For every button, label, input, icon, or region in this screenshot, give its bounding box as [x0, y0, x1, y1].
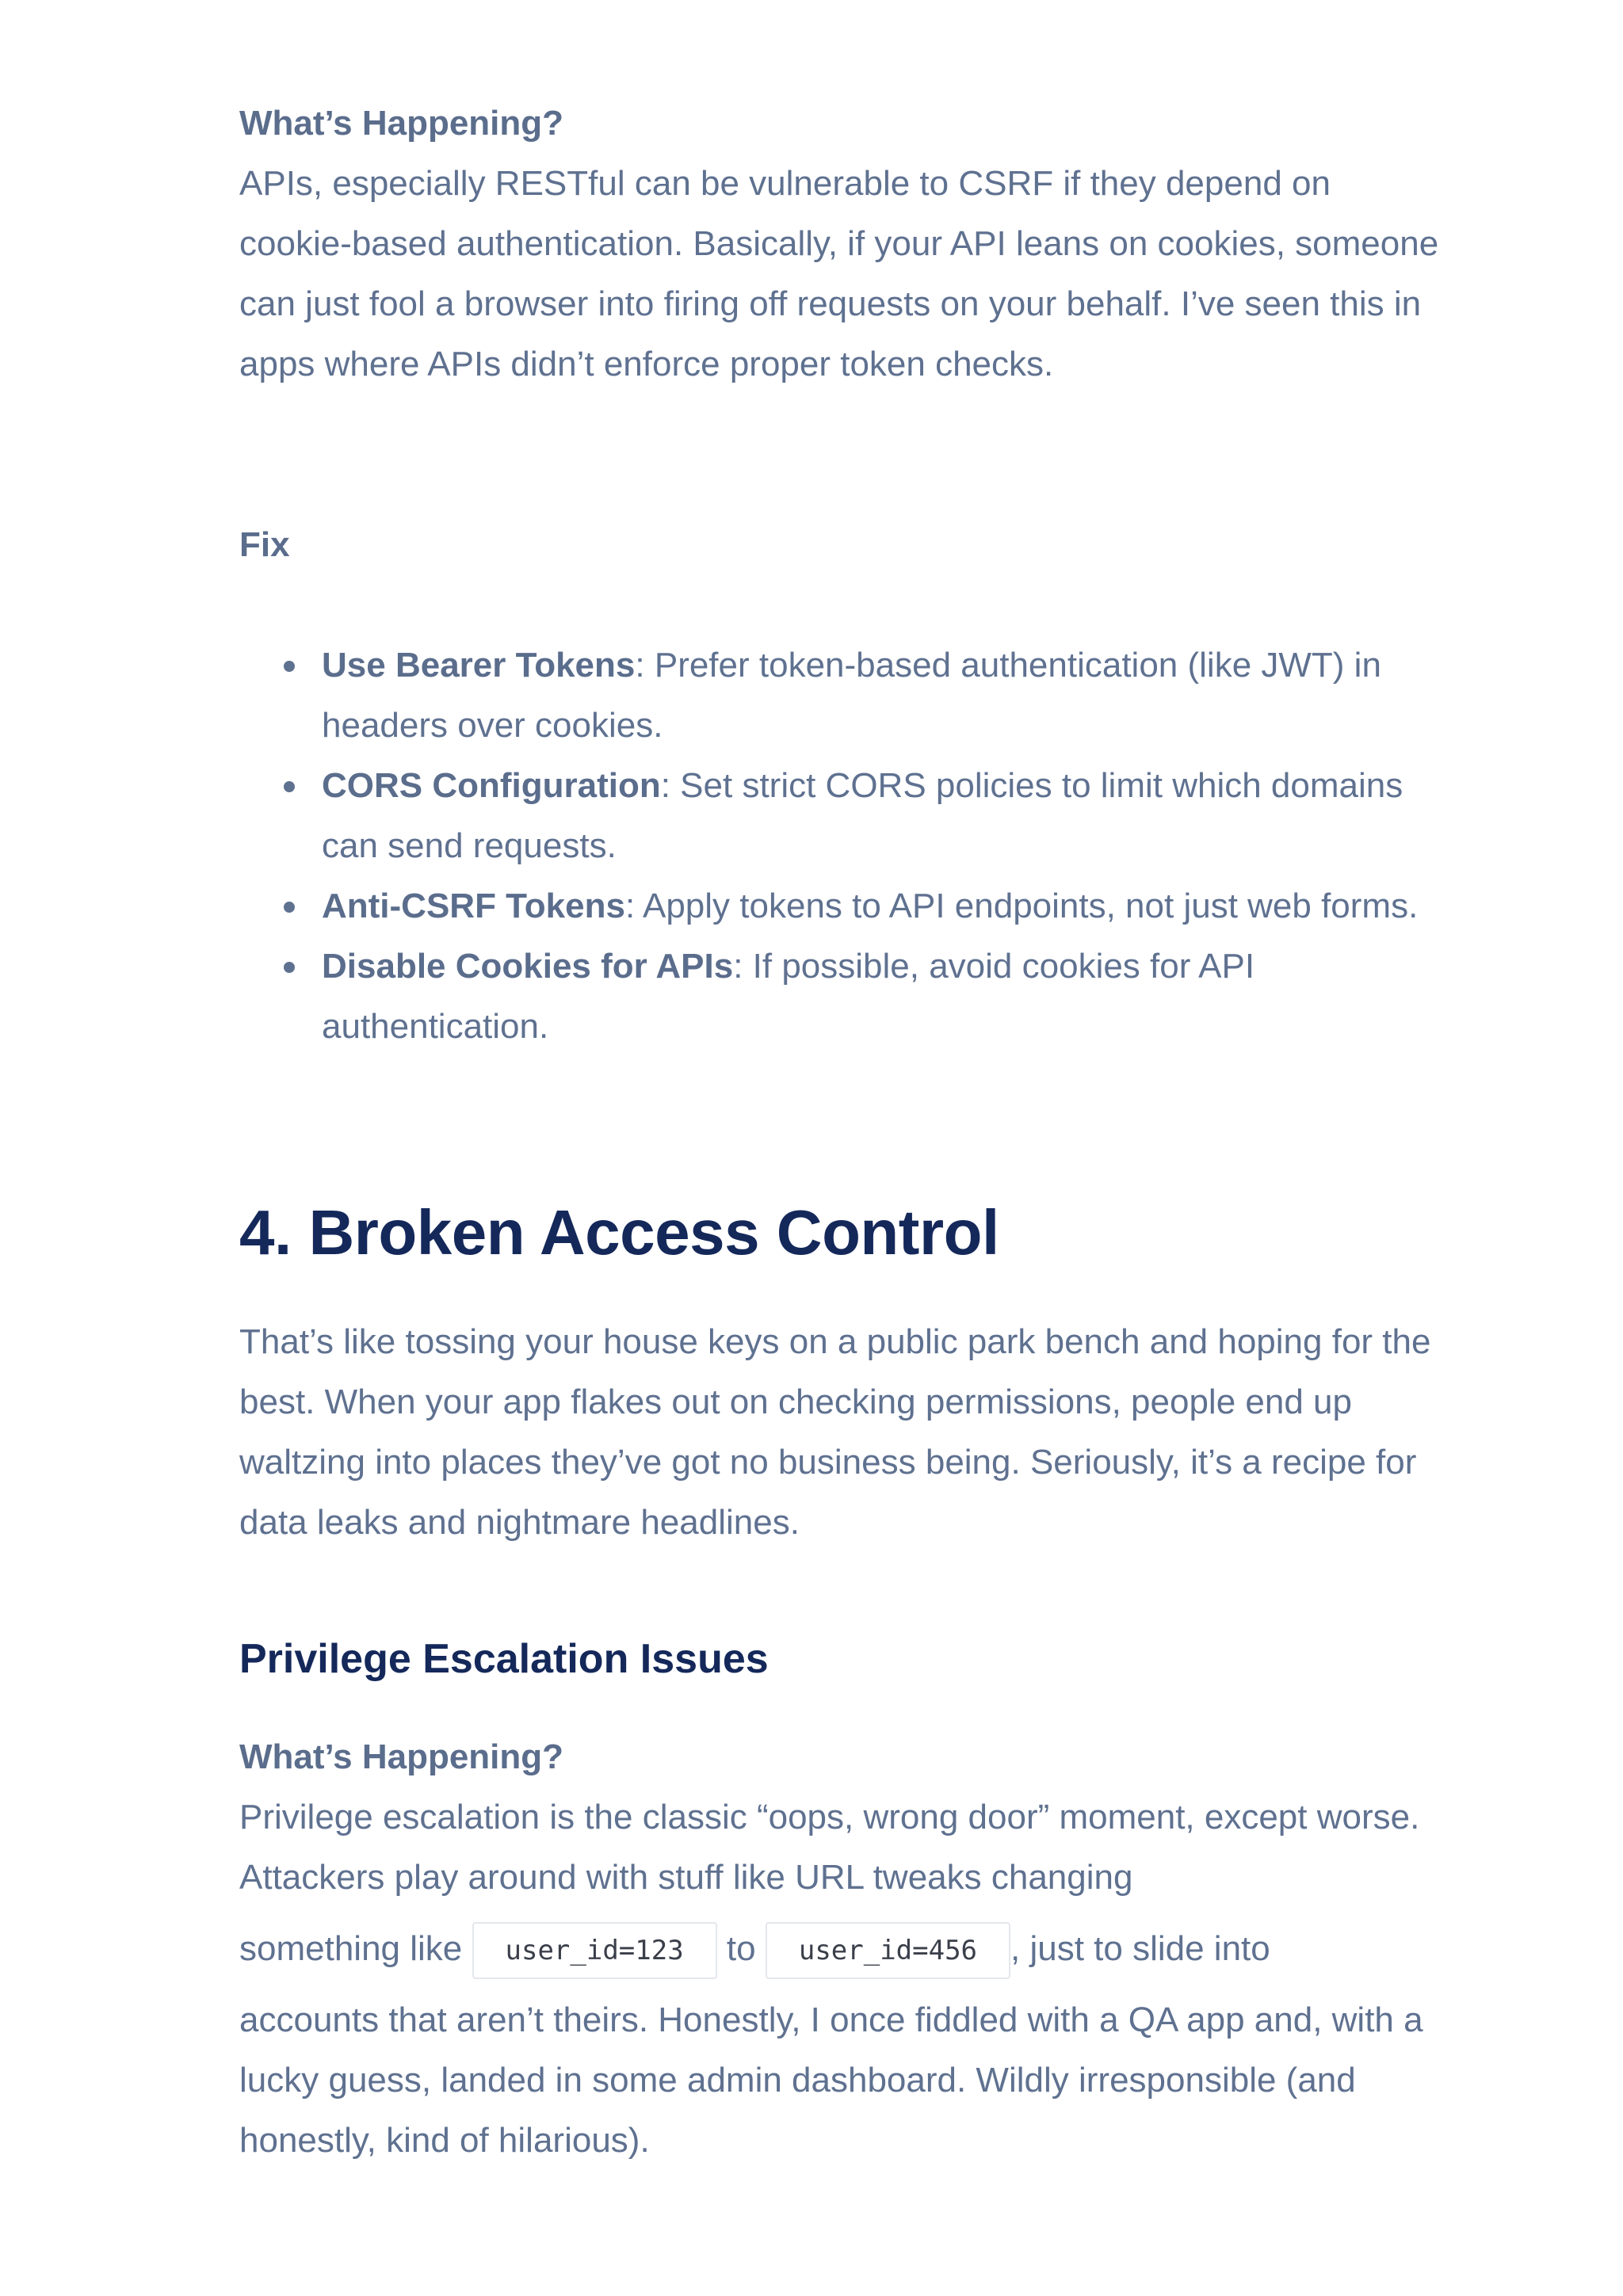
section-intro: That’s like tossing your house keys on a public park bench and hoping for the best. When your app flakes out on checking permissions, people end up waltzing into places they’ve got no business being. Seriously, it’s a recipe for data leaks and nightmare headlines.	[239, 1322, 1431, 1542]
whats-happening-label: What’s Happening?	[239, 1737, 564, 1776]
bullet-icon	[284, 781, 295, 792]
fix-list	[239, 635, 1444, 1057]
section-heading: 4. Broken Access Control	[239, 1197, 999, 1268]
list-item	[239, 876, 1444, 936]
bullet-icon	[284, 902, 295, 913]
list-item-text: : Prefer token-based authentication (like JWT) in headers over cookies.	[322, 646, 1381, 745]
whats-happening-label: What’s Happening?	[239, 104, 564, 143]
list-item-text: : Set strict CORS policies to limit which domains can send requests.	[322, 766, 1403, 865]
code-line-mid: to	[726, 1929, 756, 1968]
code-line-prefix: something like	[239, 1929, 463, 1968]
list-item-title: Anti-CSRF Tokens	[322, 887, 625, 925]
list-item-title: Disable Cookies for APIs	[322, 947, 734, 986]
list-item-title: Use Bearer Tokens	[322, 646, 636, 685]
fix-section	[239, 515, 290, 575]
list-item	[239, 635, 1444, 756]
subsection-heading: Privilege Escalation Issues	[239, 1636, 769, 1682]
bullet-icon	[284, 661, 295, 672]
list-item	[239, 756, 1444, 876]
api-csrf-body: APIs, especially RESTful can be vulnerable to CSRF if they depend on cookie-based authentication. Basically, if your API leans on cookies, someone can just fool a browser into firing off requests on your behalf. I’ve seen this in apps where APIs didn’t enforce proper token checks.	[239, 164, 1439, 383]
privilege-body-part3: accounts that aren’t theirs. Honestly, I once fiddled with a QA app and, with a lucky guess, landed in some admin dashboard. Wildly irresponsible (and honestly, kind of hilarious).	[239, 2000, 1423, 2160]
fix-label: Fix	[239, 525, 290, 564]
bullet-icon	[284, 962, 295, 973]
inline-code-user-id-456: user_id=456	[766, 1922, 1010, 1979]
list-item	[239, 936, 1444, 1057]
code-line-suffix: , just to slide into	[1010, 1929, 1270, 1968]
privilege-code-line	[239, 1908, 1444, 1990]
inline-code-user-id-123: user_id=123	[472, 1922, 717, 1979]
list-item-text: : If possible, avoid cookies for API authentication.	[322, 947, 1255, 1046]
list-item-title: CORS Configuration	[322, 766, 661, 805]
list-item-text: : Apply tokens to API endpoints, not just web forms.	[624, 887, 1419, 925]
api-csrf-section	[239, 93, 1444, 395]
privilege-body-part1: Privilege escalation is the classic “oops, wrong door” moment, except worse. Attackers play around with stuff like URL tweaks changing	[239, 1798, 1420, 1897]
privilege-section	[239, 1727, 1444, 2171]
